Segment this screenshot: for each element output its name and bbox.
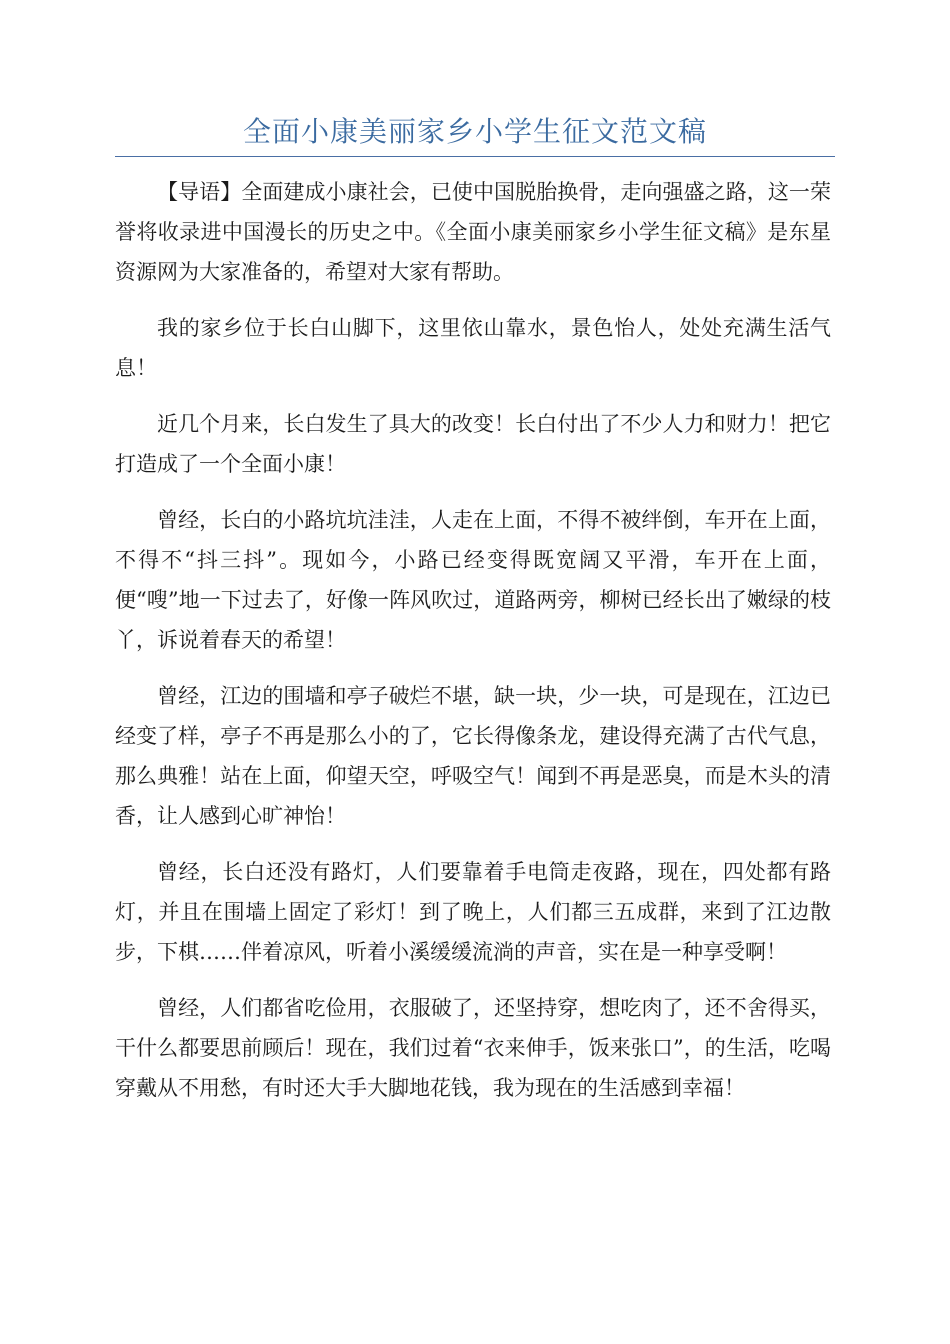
intro-paragraph: 【导语】全面建成小康社会，已使中国脱胎换骨，走向强盛之路，这一荣誉将收录进中国漫长的历史之中。《全面小康美丽家乡小学生征文稿》是东星资源网为大家准备的，希望对大家有帮助。 xyxy=(115,180,831,284)
body-paragraph: 近几个月来，长白发生了具大的改变！长白付出了不少人力和财力！把它打造成了一个全面小康！ xyxy=(115,412,831,476)
body-paragraph: 曾经，长白的小路坑坑洼洼，人走在上面，不得不被绊倒，车开在上面，不得不“抖三抖”。现如今，小路已经变得既宽阔又平滑，车开在上面，便“嗖”地一下过去了，好像一阵风吹过，道路两旁，柳树已经长出了嫩绿的枝丫，诉说着春天的希望！ xyxy=(115,508,831,652)
body-paragraph: 曾经，长白还没有路灯，人们要靠着手电筒走夜路，现在，四处都有路灯，并且在围墙上固定了彩灯！到了晚上，人们都三五成群，来到了江边散步，下棋……伴着凉风，听着小溪缓缓流淌的声音，实在是一种享受啊！ xyxy=(115,860,831,964)
body-paragraph: 我的家乡位于长白山脚下，这里依山靠水，景色怡人，处处充满生活气息！ xyxy=(115,316,831,380)
body-paragraph: 曾经，人们都省吃俭用，衣服破了，还坚持穿，想吃肉了，还不舍得买，干什么都要思前顾后！现在，我们过着“衣来伸手，饭来张口”，的生活，吃喝穿戴从不用愁，有时还大手大脚地花钱，我为现在的生活感到幸福！ xyxy=(115,996,831,1100)
title-block xyxy=(115,112,835,157)
document-body xyxy=(115,172,831,1124)
body-paragraph: 曾经，江边的围墙和亭子破烂不堪，缺一块，少一块，可是现在，江边已经变了样，亭子不再是那么小的了，它长得像条龙，建设得充满了古代气息，那么典雅！站在上面，仰望天空，呼吸空气！闻到不再是恶臭，而是木头的清香，让人感到心旷神怡！ xyxy=(115,684,831,828)
document-title: 全面小康美丽家乡小学生征文范文稿 xyxy=(242,115,707,148)
